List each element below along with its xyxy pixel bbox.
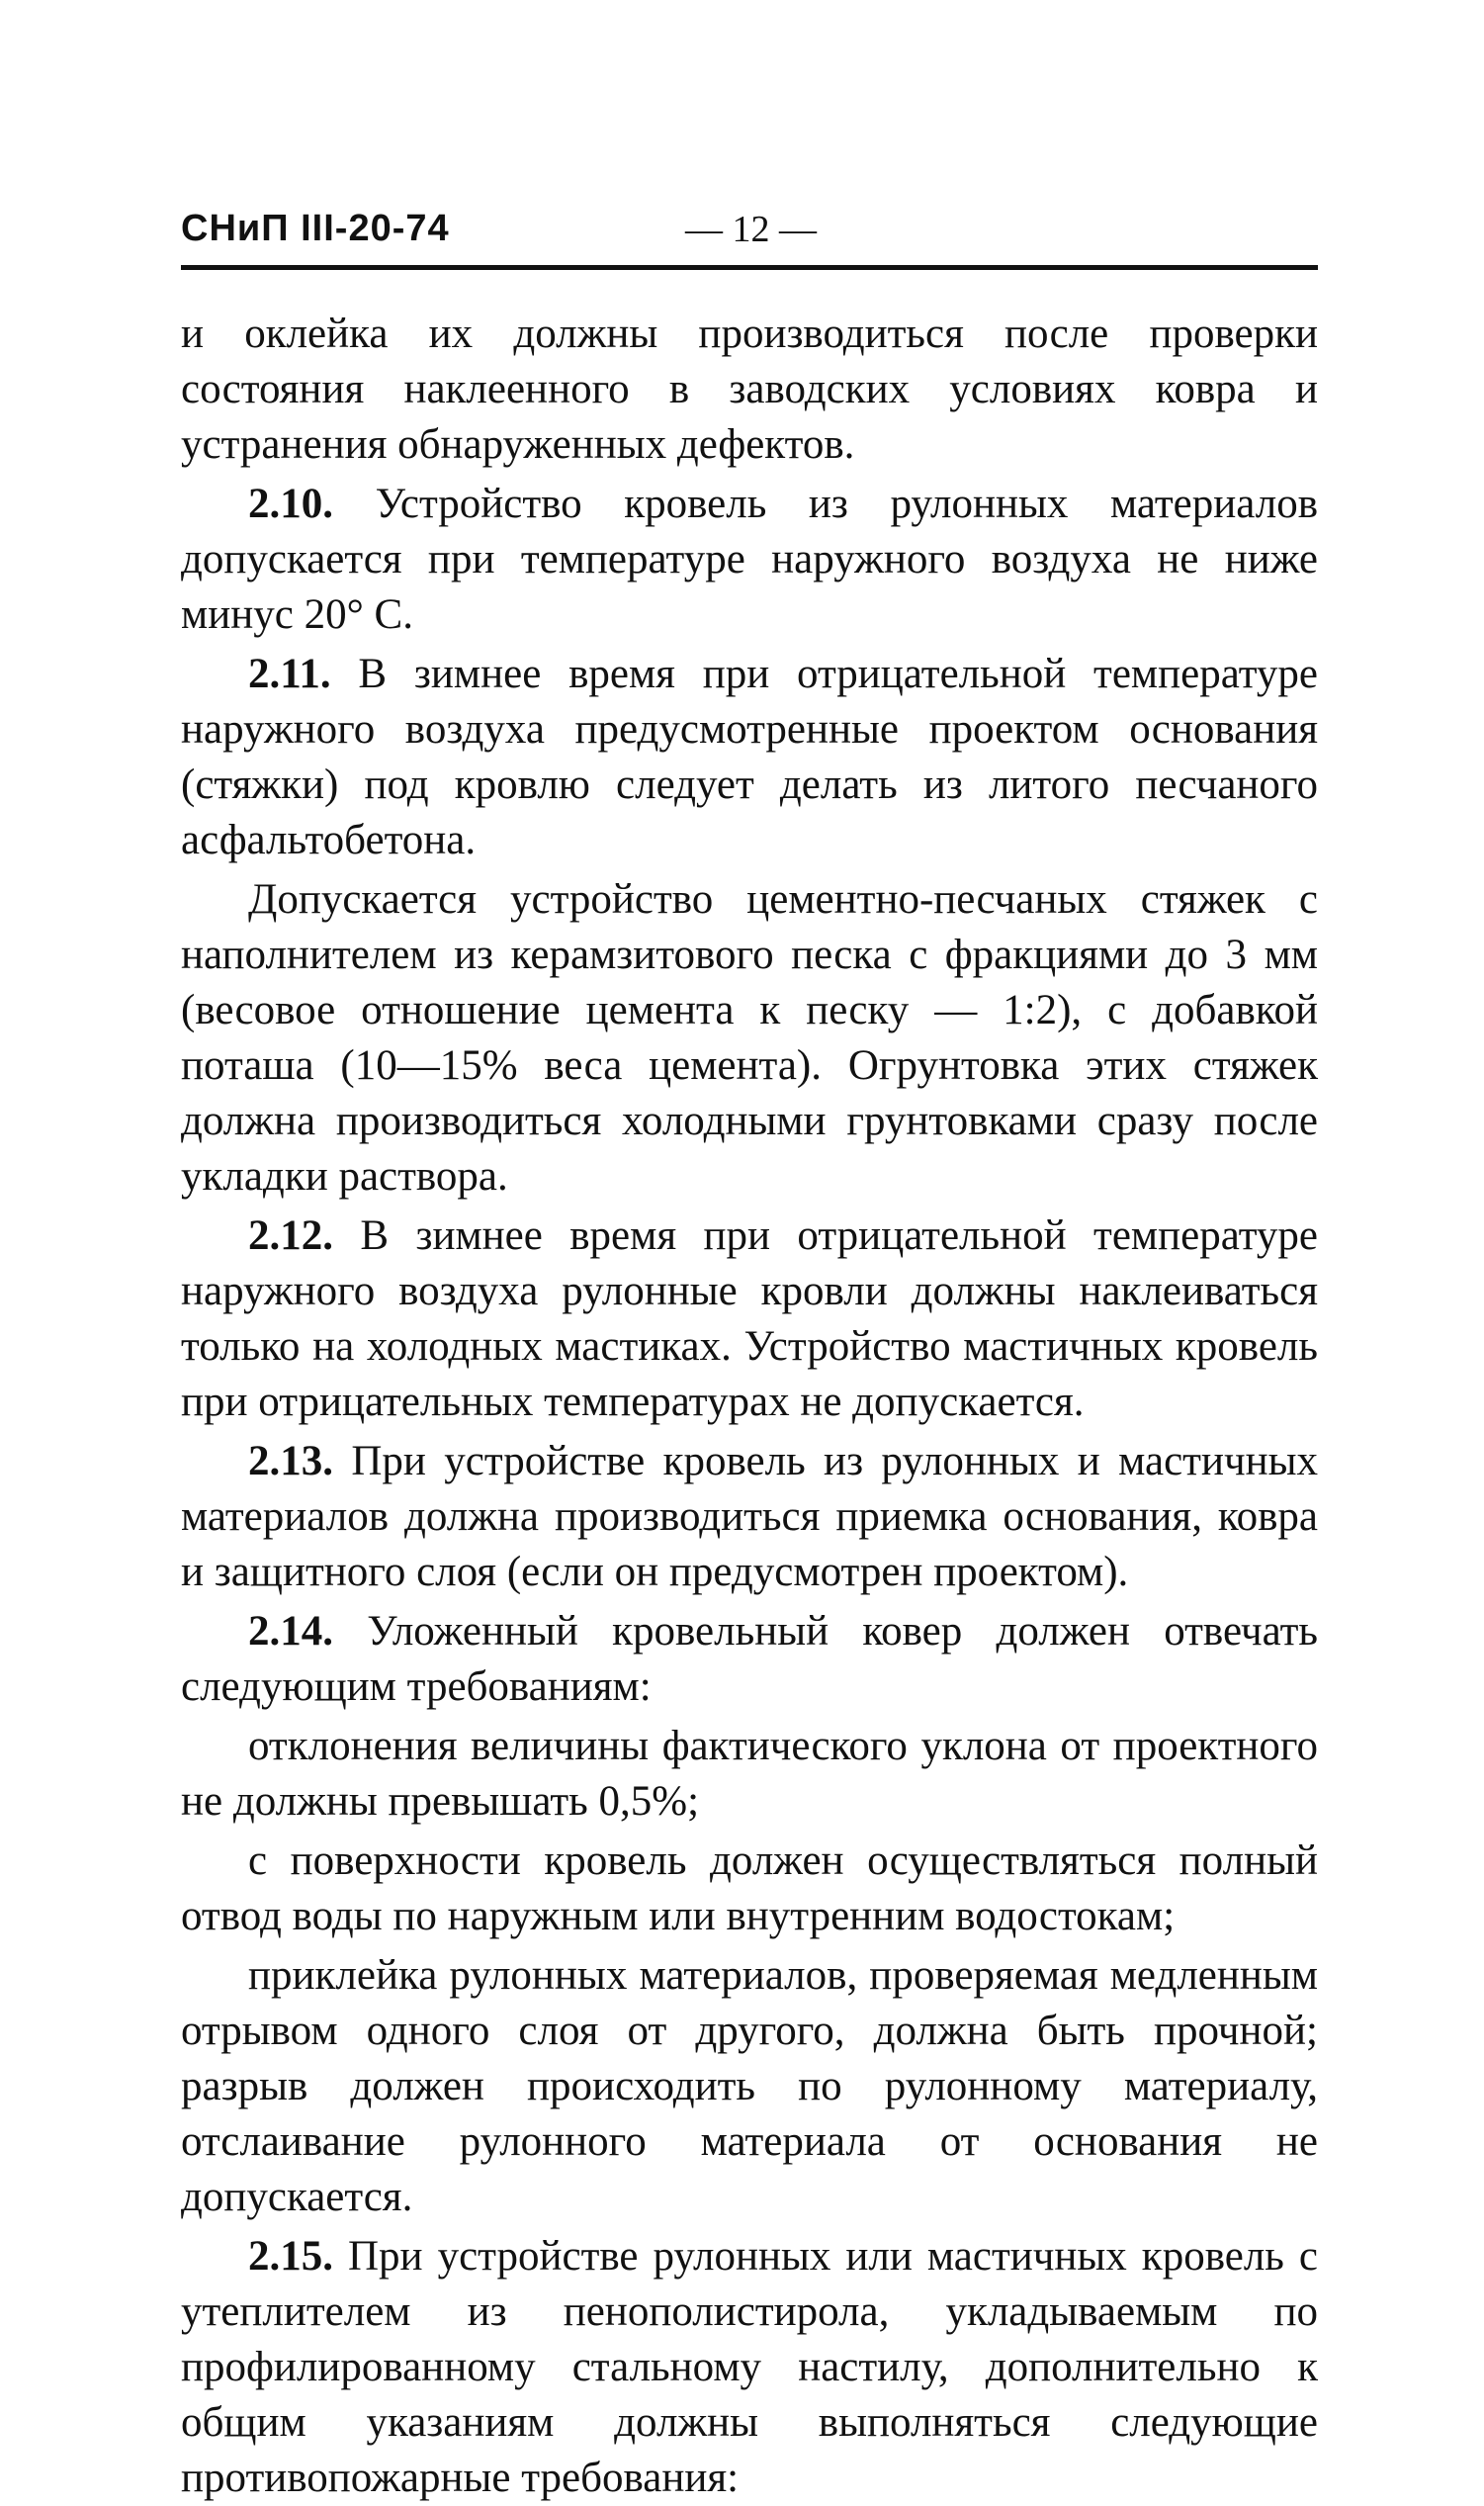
paragraph-text: и оклейка их должны производиться после проверки состояния наклеенного в заводских условиях ковра и устранения обнаруженных дефектов. [181,311,1318,468]
clause-number: 2.10. [248,481,333,527]
clause-number: 2.15. [248,2233,333,2280]
paragraph-text: Уложенный кровельный ковер должен отвечать следующим требованиям: [181,1608,1318,1710]
paragraph-text: Устройство кровель из рулонных материалов допускается при температуре наружного воздуха не ниже минус 20° С. [181,481,1318,638]
paragraph [181,872,1318,1205]
clause-number: 2.13. [248,1438,333,1484]
paragraph-text: В зимнее время при отрицательной температуре наружного воздуха предусмотренные проектом основания (стяжки) под кровлю следует делать из литого песчаного асфальтобетона. [181,651,1318,863]
clause-number: 2.12. [248,1212,333,1259]
paragraph-text: отклонения величины фактического уклона от проектного не должны превышать 0,5%; [181,1723,1318,1825]
paragraph [181,647,1318,868]
paragraph [181,477,1318,643]
paragraph-text: с поверхности кровель должен осуществляться полный отвод воды по наружным или внутренним водостокам; [181,1837,1318,1939]
paragraph-text: При устройстве рулонных или мастичных кровель с утеплителем из пенополистирола, укладываемым по профилированному стальному настилу, дополнительно к общим указаниям должны выполняться следующие противопожарные требования: [181,2233,1318,2501]
paragraph [181,307,1318,473]
document-code: СНиП III-20-74 [181,208,450,249]
clause-number: 2.11. [248,651,331,697]
header-rule [181,265,1318,270]
paragraph [181,1434,1318,1600]
clause-number: 2.14. [248,1608,333,1655]
page-number: — 12 — [685,209,817,250]
paragraph-text: приклейка рулонных материалов, проверяемая медленным отрывом одного слоя от другого, должна быть прочной; разрыв должен происходить по рулонному материалу, отслаивание рулонного материала от основания не допускается. [181,1952,1318,2220]
paragraph [181,1948,1318,2225]
paragraph [181,1719,1318,1830]
paragraph [181,1604,1318,1715]
page-header [181,208,1318,269]
paragraph [181,1208,1318,1430]
paragraph-text: В зимнее время при отрицательной температуре наружного воздуха рулонные кровли должны наклеиваться только на холодных мастиках. Устройство мастичных кровель при отрицательных температурах не допускается. [181,1212,1318,1425]
paragraph-text: При устройстве кровель из рулонных и мастичных материалов должна производиться приемка основания, ковра и защитного слоя (если он предусмотрен проектом). [181,1438,1318,1595]
paragraph-text: Допускается устройство цементно-песчаных стяжек с наполнителем из керамзитового песка с фракциями до 3 мм (весовое отношение цемента к песку — 1:2), с добавкой поташа (10—15% веса цемента). Огрунтовка этих стяжек должна производиться холодными грунтовками сразу после укладки раствора. [181,876,1318,1200]
document-body [181,307,1318,2506]
paragraph [181,2229,1318,2506]
paragraph [181,1834,1318,1944]
